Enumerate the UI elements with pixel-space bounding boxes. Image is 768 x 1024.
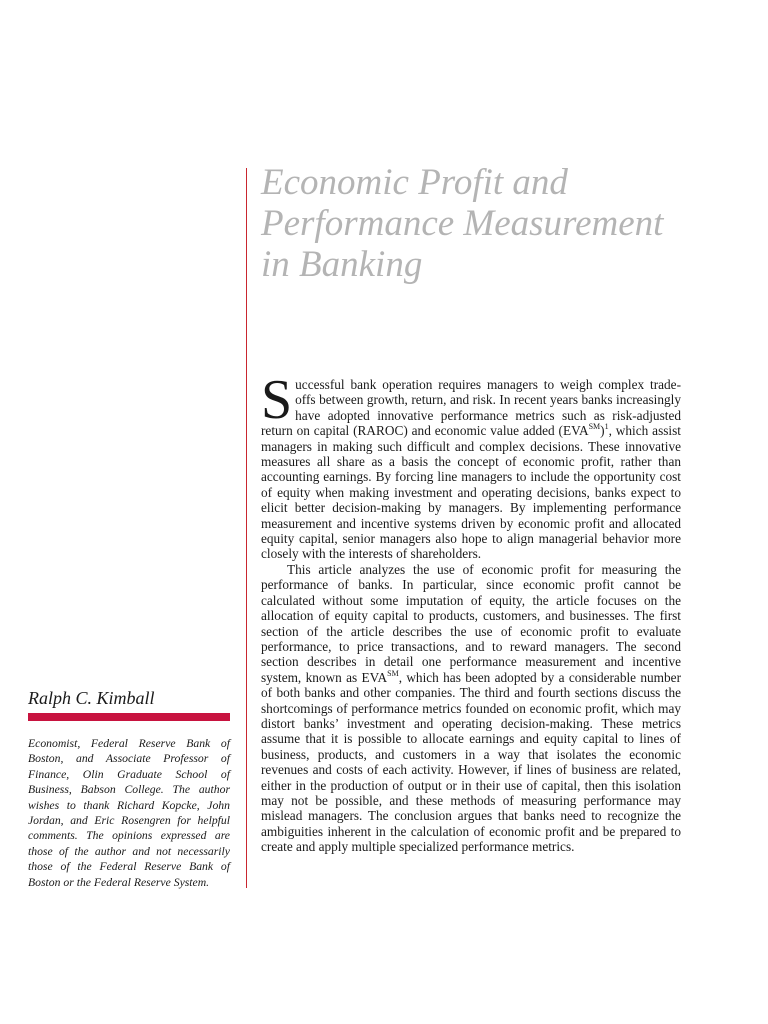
p1-text-a: uccessful bank operation requires managers to weigh complex trade-offs between growth, return, and risk. In recent years banks increasingly have adopted innovative performance metrics such as risk-adjusted return on capital (RAROC) and economic value added (EVA bbox=[261, 377, 681, 439]
article-body bbox=[261, 369, 682, 855]
article-title: Economic Profit and Performance Measurement in Banking bbox=[261, 162, 664, 285]
footnote-ref-1: 1 bbox=[604, 422, 609, 432]
p1-text-c: , which assist managers in making such difficult and complex decisions. These innovative measures all share as a basis the concept of economic profit, rather than accounting earnings. By forcing line managers to include the opportunity cost of equity when making investment and operating decisions, banks expect to elicit better decision-making by managers. By implementing performance measurement and incentive systems driven by economic profit and allocated equity capital, senior managers also hope to align managerial behavior more closely with the interests of shareholders. bbox=[261, 423, 681, 562]
author-accent-bar bbox=[28, 713, 230, 721]
drop-cap: S bbox=[261, 369, 293, 431]
vertical-divider bbox=[246, 168, 247, 888]
paragraph-2 bbox=[261, 562, 681, 855]
author-bio: Economist, Federal Reserve Bank of Boston, and Associate Professor of Finance, Olin Graduate School of Business, Babson College. The author wishes to thank Richard Kopcke, John Jordan, and Eric Rosengren for helpful comments. The opinions expressed are those of the author and not necessarily those of the Federal Reserve Bank of Boston or the Federal Reserve System. bbox=[28, 737, 230, 889]
paragraph-1 bbox=[261, 369, 681, 562]
p2-text-b: , which has been adopted by a considerable number of both banks and other companies. The third and fourth sections discuss the shortcomings of performance metrics founded on economic profit, which may distort banks’ investment and operating decision-making. These metrics assume that it is possible to allocate earnings and equity capital to lines of business, products, and customers in a way that isolates the economic revenues and costs of each activity. However, if lines of business are related, either in the production of output or in their use of capital, then this isolation may not be possible, and these methods of measuring performance may mislead managers. The conclusion argues that banks need to recognize the ambiguities inherent in the calculation of economic profit and be prepared to create and apply multiple specialized performance metrics. bbox=[261, 669, 682, 855]
p1-text-b: ) bbox=[600, 423, 605, 439]
p2-text-a: This article analyzes the use of economic profit for measuring the performance of banks. In particular, since economic profit cannot be calculated without some imputation of equity, the article focuses on the allocation of equity capital to products, customers, and businesses. The first section of the article describes the use of economic profit to evaluate performance, to price transactions, and to reward managers. The second section describes in detail one performance measurement and incentive system, known as EVA bbox=[261, 561, 681, 685]
p1-superscript-sm: SM bbox=[588, 422, 601, 432]
p2-superscript-sm: SM bbox=[387, 668, 399, 678]
author-name: Ralph C. Kimball bbox=[28, 688, 155, 708]
